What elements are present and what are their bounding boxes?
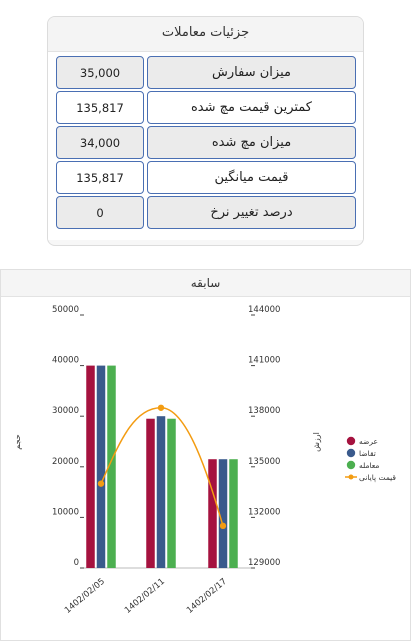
bar[interactable] [97, 366, 106, 568]
y-tick-label: 40000 [51, 355, 79, 366]
y2-tick-label: 141000 [248, 355, 281, 366]
bar[interactable] [167, 419, 176, 568]
details-label: درصد تغییر نرخ [147, 196, 356, 229]
y-tick-label: 20000 [51, 456, 79, 467]
details-value: 34,000 [56, 126, 144, 159]
legend-swatch[interactable] [349, 475, 354, 480]
details-row [55, 126, 356, 159]
legend-swatch[interactable] [347, 449, 355, 457]
details-value: 35,000 [56, 56, 144, 89]
x-tick-label: 1402/02/05 [62, 576, 107, 616]
x-tick-label: 1402/02/17 [184, 576, 229, 616]
y2-tick-label: 138000 [248, 406, 281, 417]
details-value: 0 [56, 196, 144, 229]
details-row [55, 56, 356, 89]
y2-tick-label: 144000 [248, 305, 281, 315]
panel-title: جزئیات معاملات [48, 17, 363, 52]
details-label: میزان سفارش [147, 56, 356, 89]
details-row [55, 196, 356, 229]
details-row [55, 91, 356, 124]
x-tick-label: 1402/02/11 [122, 576, 167, 616]
bar[interactable] [86, 366, 95, 568]
chart-panel-title: سابقه [1, 270, 410, 297]
details-value: 135,817 [56, 91, 144, 124]
y2-tick-label: 135000 [248, 456, 281, 467]
bar[interactable] [208, 459, 217, 568]
legend-label[interactable]: عرضه [359, 437, 379, 446]
y-tick-label: 0 [73, 558, 79, 568]
legend-label[interactable]: قیمت پایانی [359, 473, 397, 482]
transaction-details-panel [47, 16, 364, 246]
details-label: میزان مچ شده [147, 126, 356, 159]
legend-label[interactable]: معامله [359, 461, 380, 470]
bar[interactable] [229, 459, 238, 568]
y-tick-label: 50000 [51, 305, 79, 315]
y2-tick-label: 132000 [248, 507, 281, 518]
line-point[interactable] [158, 405, 164, 411]
details-label: قیمت میانگین [147, 161, 356, 194]
details-value: 135,817 [56, 161, 144, 194]
legend-swatch[interactable] [347, 437, 355, 445]
bar[interactable] [157, 416, 166, 568]
y2-tick-label: 129000 [248, 558, 281, 568]
legend-swatch[interactable] [347, 461, 355, 469]
y-tick-label: 30000 [51, 406, 79, 417]
line-point[interactable] [98, 480, 104, 486]
details-table [48, 52, 363, 240]
history-chart [1, 270, 412, 642]
bar[interactable] [146, 419, 155, 568]
details-row [55, 161, 356, 194]
line-point[interactable] [220, 523, 226, 529]
y-tick-label: 10000 [51, 507, 79, 518]
history-chart-panel [0, 269, 411, 641]
legend-label[interactable]: تقاضا [359, 449, 376, 458]
details-label: کمترین قیمت مچ شده [147, 91, 356, 124]
y2-axis-label: ارزش [312, 432, 321, 452]
y-axis-label: حجم [13, 434, 22, 450]
